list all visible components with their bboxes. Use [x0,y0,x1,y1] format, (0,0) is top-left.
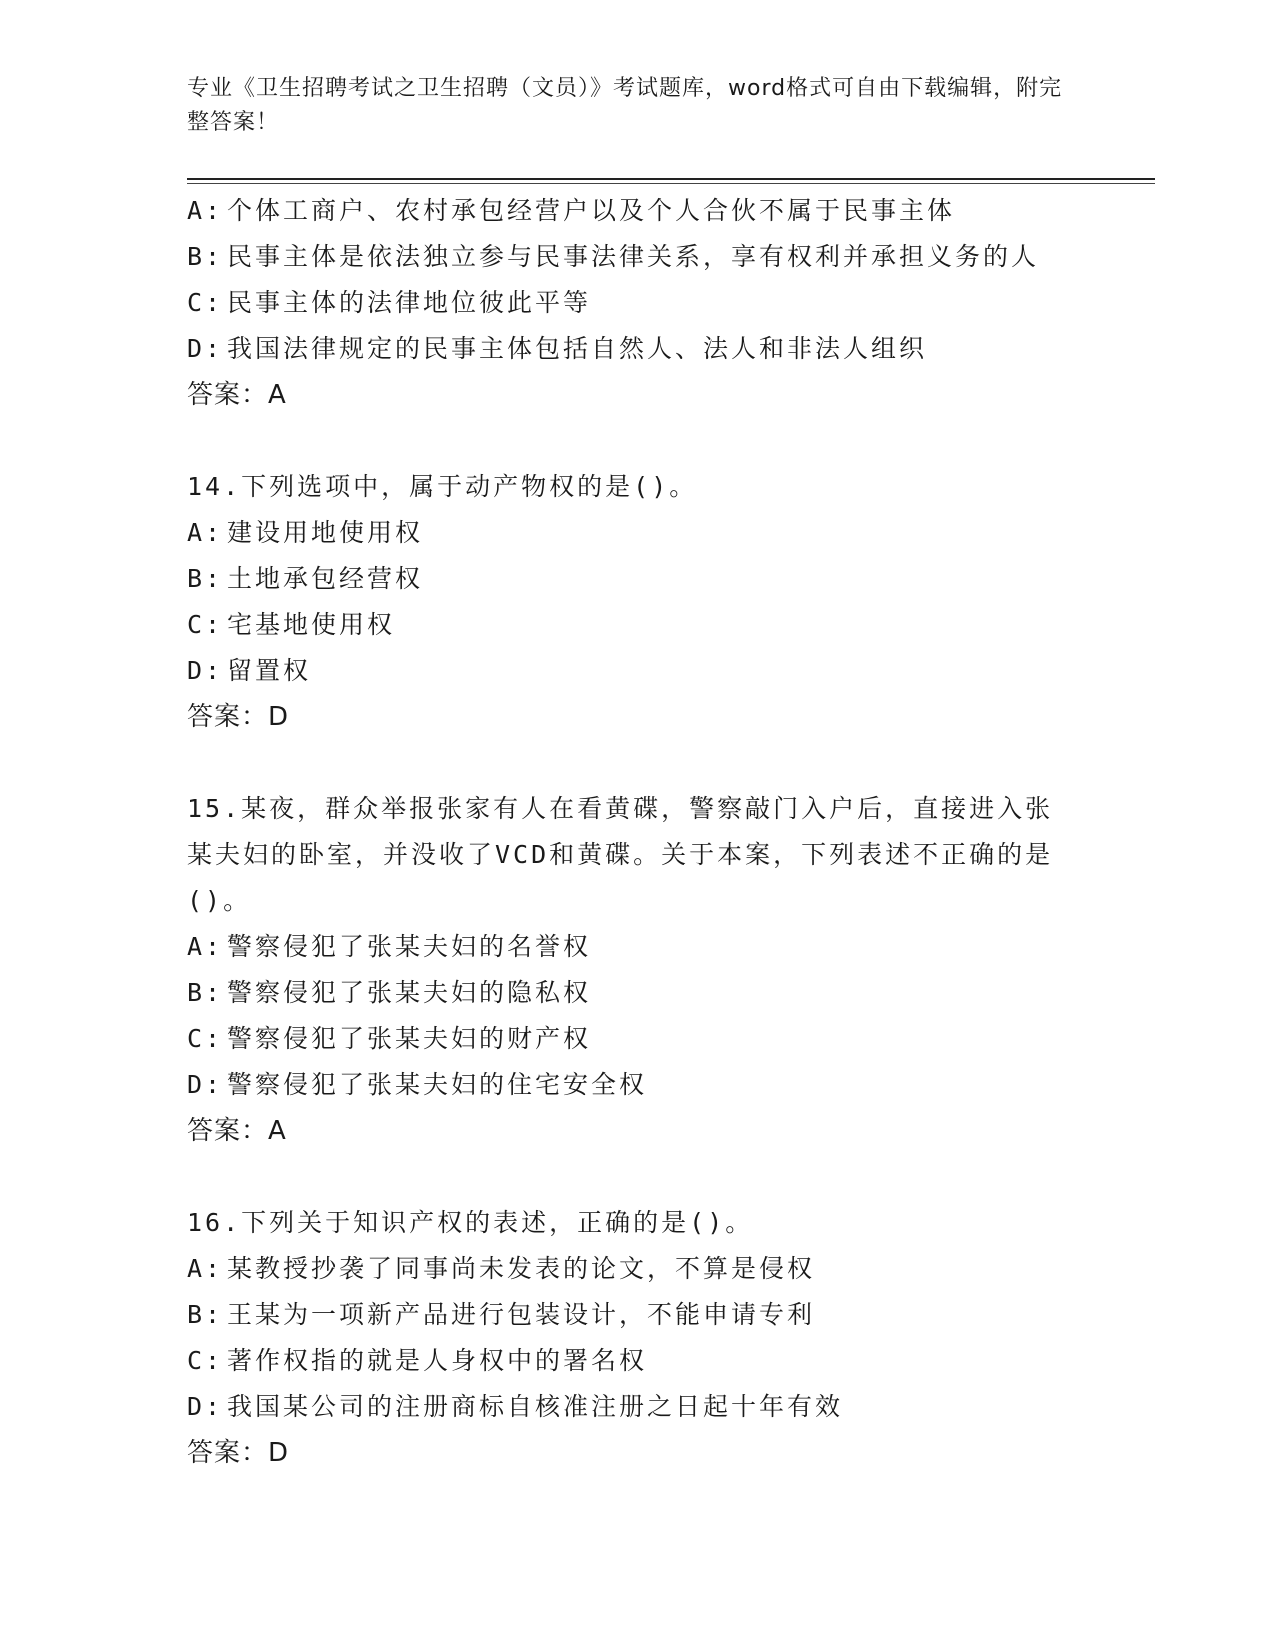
option-b: B: 土地承包经营权 [187,564,424,593]
option-d: D: 警察侵犯了张某夫妇的住宅安全权 [187,1070,648,1099]
answer-line: 答案：A [187,1116,287,1146]
question-stem: 16.下列关于知识产权的表述，正确的是()。 [187,1208,754,1237]
question-stem: 15.某夜，群众举报张家有人在看黄碟，警察敲门入户后，直接进入张某夫妇的卧室，并没收了VCD和黄碟。关于本案，下列表述不正确的是()。 [187,794,1054,915]
question-list [187,188,1087,1476]
question-14 [187,464,1087,740]
answer-line: 答案：D [187,1438,290,1468]
option-c: C: 著作权指的就是人身权中的署名权 [187,1346,648,1375]
option-b: B: 警察侵犯了张某夫妇的隐私权 [187,978,592,1007]
option-d: D: 留置权 [187,656,312,685]
option-c: C: 警察侵犯了张某夫妇的财产权 [187,1024,592,1053]
option-c: C: 宅基地使用权 [187,610,396,639]
option-b: B: 王某为一项新产品进行包装设计，不能申请专利 [187,1300,816,1329]
option-a: A: 警察侵犯了张某夫妇的名誉权 [187,932,592,961]
question-stem: 14.下列选项中，属于动产物权的是()。 [187,472,698,501]
question-16 [187,1200,1087,1476]
option-a: A: 某教授抄袭了同事尚未发表的论文，不算是侵权 [187,1254,816,1283]
header-divider-thick [187,178,1155,180]
question-13-continued [187,188,1087,418]
option-c: C: 民事主体的法律地位彼此平等 [187,288,592,317]
option-d: D: 我国某公司的注册商标自核准注册之日起十年有效 [187,1392,844,1421]
document-header: 专业《卫生招聘考试之卫生招聘（文员）》考试题库，word格式可自由下载编辑，附完整答案！ [187,76,1063,135]
answer-line: 答案：D [187,702,290,732]
question-15 [187,786,1087,1154]
answer-line: 答案：A [187,380,287,410]
option-b: B: 民事主体是依法独立参与民事法律关系，享有权利并承担义务的人 [187,242,1040,271]
header-divider-thin [187,183,1155,184]
option-d: D: 我国法律规定的民事主体包括自然人、法人和非法人组织 [187,334,928,363]
option-a: A: 建设用地使用权 [187,518,424,547]
option-a: A: 个体工商户、农村承包经营户以及个人合伙不属于民事主体 [187,196,956,225]
